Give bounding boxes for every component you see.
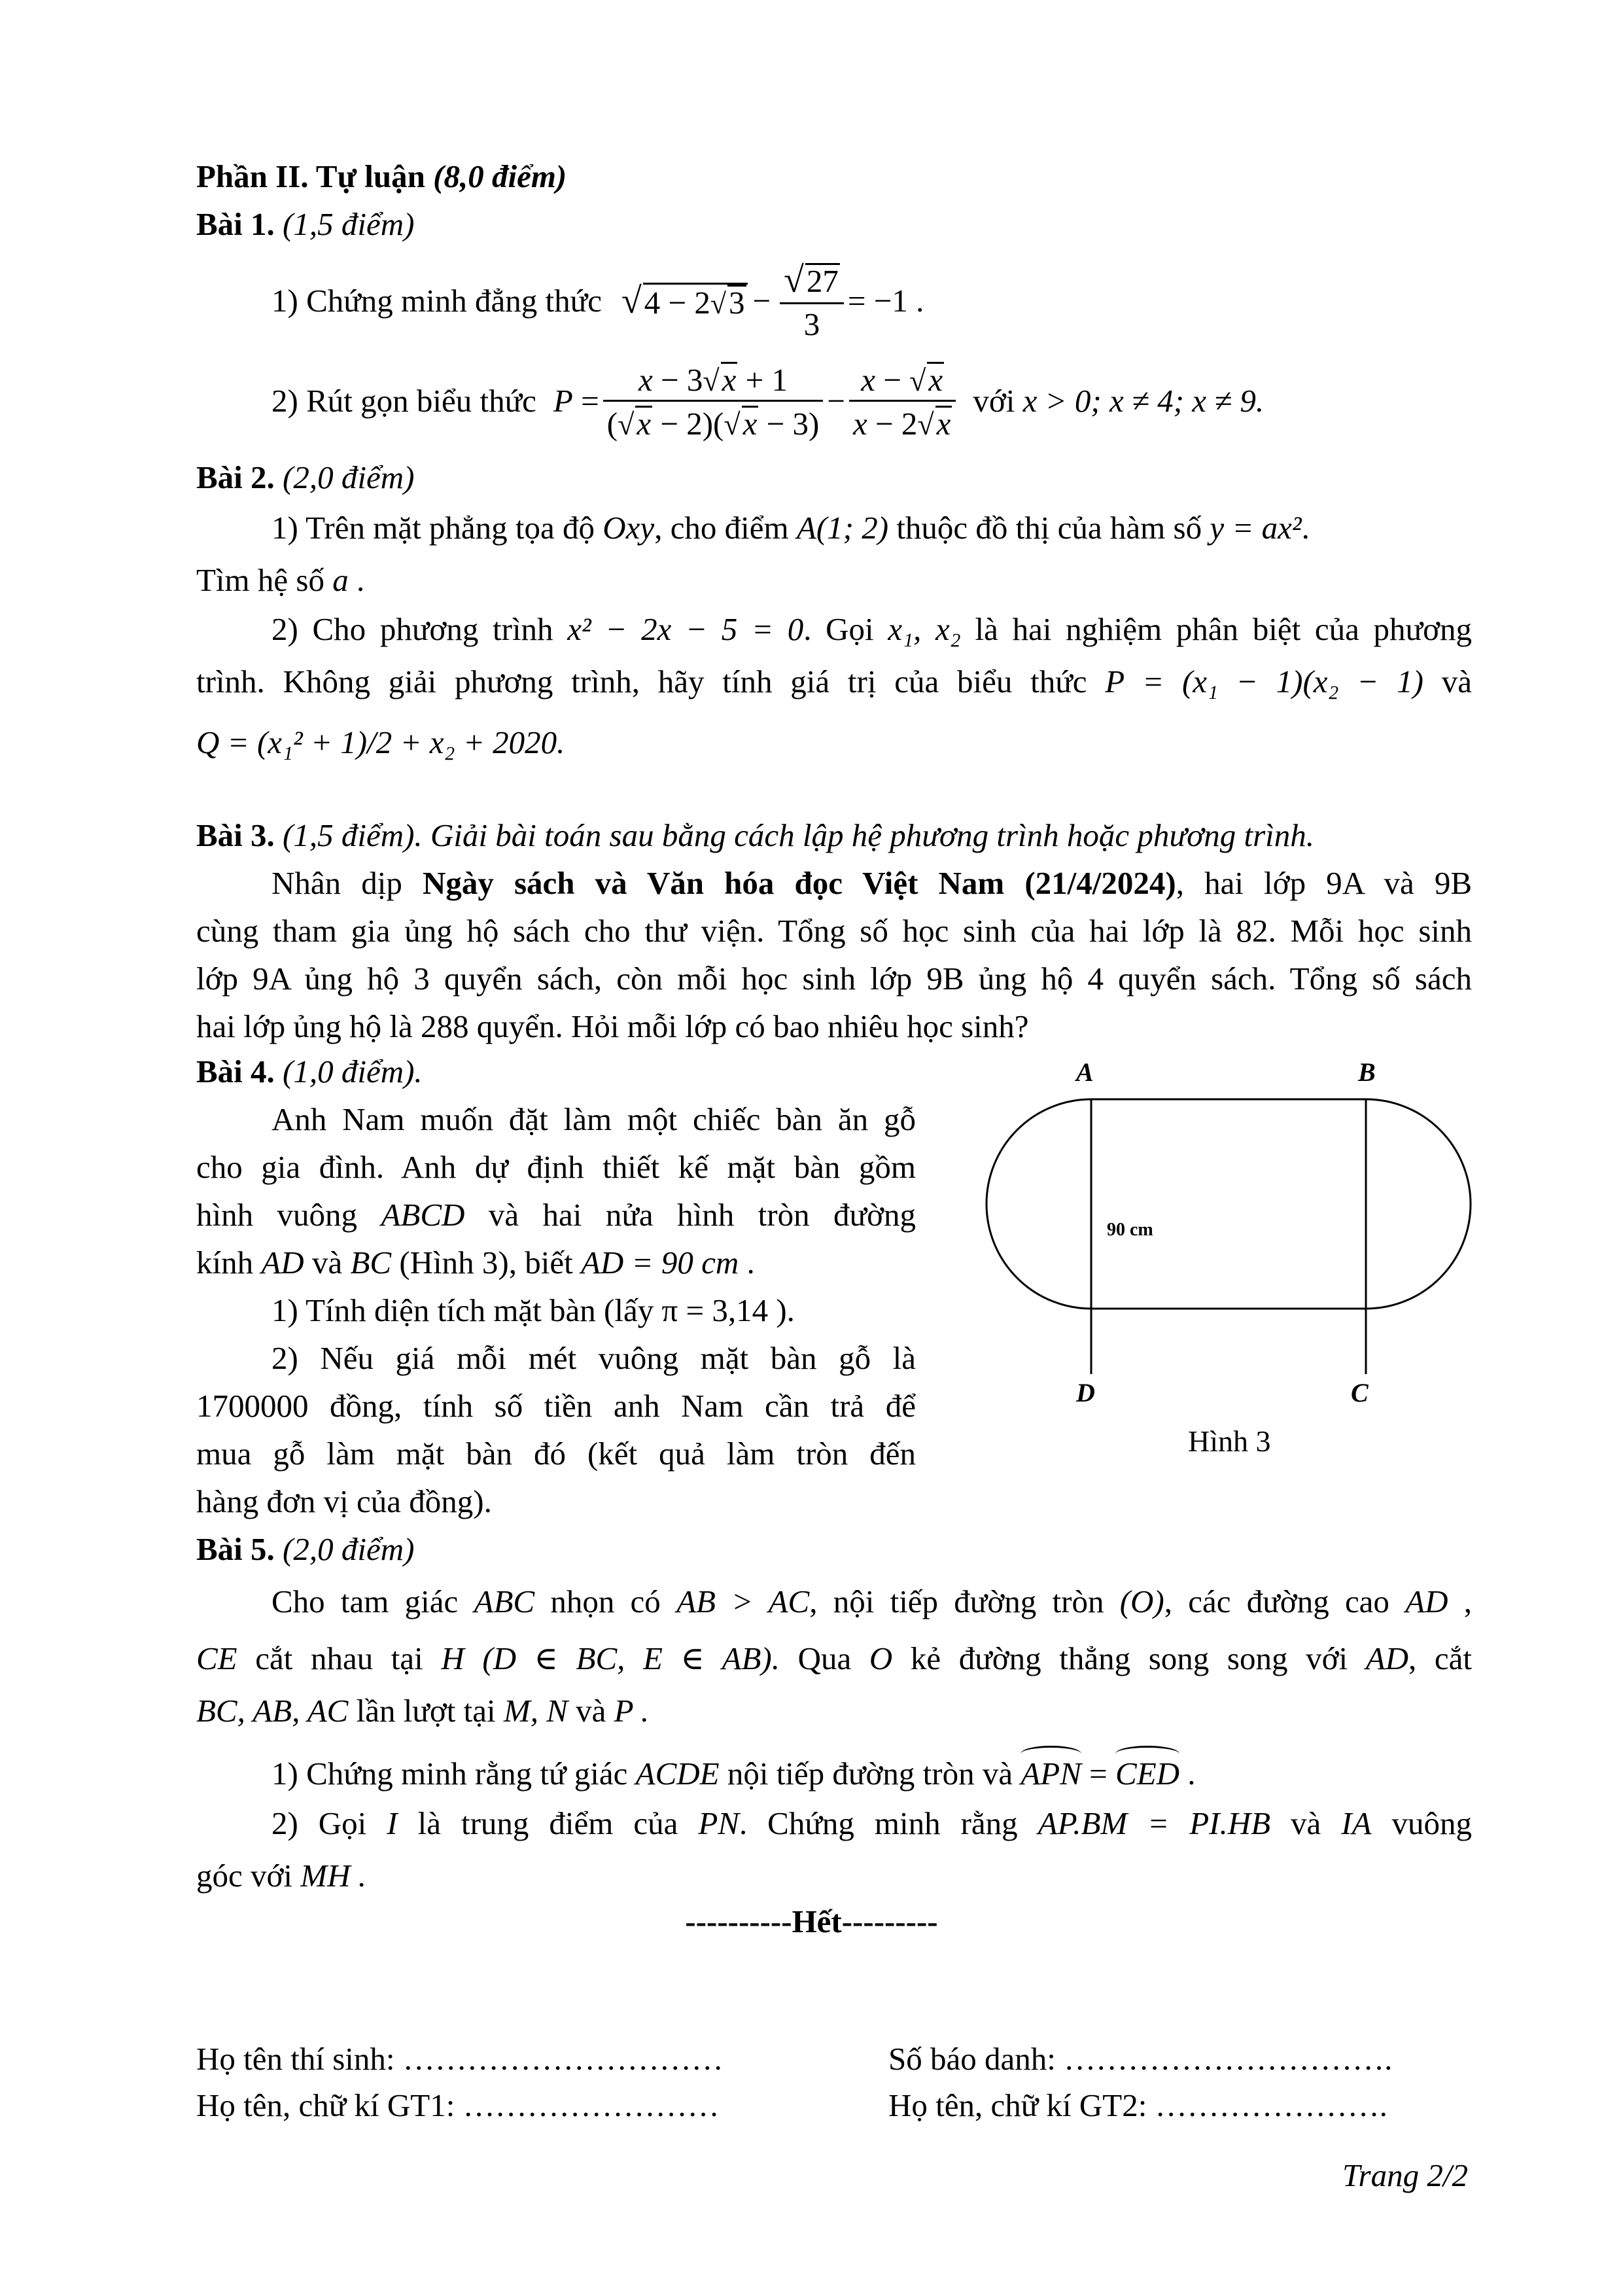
bai2-label: Bài 2. [196,459,275,495]
bai2-q2-text-b: . Gọi [803,611,874,647]
bai2-q1-a: a [332,562,349,598]
bai2-heading [196,461,414,493]
dimension-label: 90 cm [1107,1220,1153,1240]
bai5-line3 [196,1695,649,1727]
bai5-line1: Cho tam giác ABC nhọn có AB > AC, nội tiếp đường tròn (O), các đường cao AD , [271,1583,1473,1619]
bai1-q1-text: 1) Chứng minh đẳng thức [271,283,602,319]
figure-caption: Hình 3 [1188,1424,1271,1458]
bai5-l3-mn: M, N [503,1693,568,1729]
bai3-instruction: Giải bài toán sau bằng cách lập hệ phương trình hoặc phương trình. [430,817,1315,853]
bai2-q2-text-c: là hai nghiệm phân biệt của phương [975,611,1473,647]
bai1-points: (1,5 điểm) [283,206,415,242]
bai2-q1-line2: Tìm hệ số a . [196,562,365,598]
bai5-q2-d: và [1291,1805,1321,1841]
bai5-q2-line2 [196,1860,366,1892]
bai5-l1-c: , nội tiếp đường tròn [809,1583,1104,1619]
end-mark: ----------Hết--------- [685,1903,938,1939]
bai3-text-b: , hai lớp 9A và 9B [1176,865,1473,901]
bai3-heading [196,819,1314,851]
bai3-points: (1,5 điểm). [283,817,423,853]
bai3-text-a: Nhân dịp [271,865,402,901]
bai4-p3-b: và hai nửa hình tròn đường [488,1197,916,1233]
bai5-l1-abc: ABC [474,1583,535,1619]
bai5-q2-ia: IA [1341,1805,1372,1841]
bai2-q2-text-d: trình. Không giải phương trình, hãy tính giá trị của biểu thức [196,663,1087,699]
label-d: D [1076,1378,1095,1407]
bai5-q1-b: nội tiếp đường tròn và [727,1756,1013,1792]
bai5-q1-a: 1) Chứng minh rằng tứ giác [271,1756,628,1792]
bai5-l2-d: , cắt [1408,1640,1473,1676]
examiner1-field: Họ tên, chữ kí GT1: …………………… [196,2087,720,2123]
bai5-q2-f: góc với [196,1858,293,1894]
bai4-q2-line1: 2) Nếu giá mỗi mét vuông mặt bàn gỗ là [271,1340,916,1376]
bai5-q1-c: . [1187,1756,1196,1792]
page-number: Trang 2/2 [1342,2157,1468,2193]
bai4-p3-a: hình vuông [196,1197,358,1233]
bai2-q1-line1: 1) Trên mặt phẳng tọa độ Oxy, cho điểm A(1; 2) thuộc đồ thị của hàm số y = ax². [271,510,1310,546]
bai5-l2-h: H (D ∈ BC, E ∈ AB). [441,1640,780,1676]
bai2-q1-mid: , cho điểm [654,510,789,546]
bai2-q2-line2 [196,665,1472,698]
bai2-q1-func: y = ax² [1210,510,1302,546]
bai5-l1-d: , các đường cao [1164,1583,1389,1619]
bai4-p-line4: kính AD và BC (Hình 3), biết AD = 90 cm . [196,1245,755,1280]
bai2-q2-line1 [196,613,1472,645]
table-top-figure [942,1060,1492,1466]
bai5-heading [196,1533,414,1565]
bai5-q2-pn: PN [698,1805,739,1841]
bai4-q2-line4: hàng đơn vị của đồng). [196,1483,492,1519]
bai2-q1-oxy: Oxy [602,510,655,546]
bai2-q1-text: 1) Trên mặt phẳng tọa độ [271,510,595,546]
bai5-l3-p: P . [614,1693,650,1729]
part-title: Phần II. Tự luận [196,158,425,194]
bai5-q2-e: vuông [1391,1805,1472,1841]
bai5-l2-ce: CE [196,1640,237,1676]
bai5-q2-eq: AP.BM = PI.HB [1038,1805,1271,1841]
bai4-q2-line3: mua gỗ làm mặt bàn đó (kết quả làm tròn đến [196,1436,916,1472]
bai5-l3-b: và [576,1693,606,1729]
bai2-q2-Q: Q = (x₁² + 1)/2 + x₂ + 2020. [196,724,565,760]
bai4-q1: 1) Tính diện tích mặt bàn (lấy π = 3,14 ). [271,1292,795,1328]
bai4-p4-c: (Hình 3), biết [399,1245,573,1280]
bai4-p4-eq: AD = 90 cm [580,1245,739,1280]
bai4-p4-a: kính [196,1245,254,1280]
label-c: C [1351,1378,1369,1407]
bai3-line1 [196,867,1472,899]
bai2-q2-P: P = (x₁ − 1)(x₂ − 1) [1105,663,1423,699]
bai5-q1-eq: = [1089,1756,1108,1792]
bai5-q1-arc2: CED [1115,1756,1180,1792]
bai5-l3-a: lần lượt tại [356,1693,496,1729]
label-b: B [1358,1060,1376,1087]
bai3-label: Bài 3. [196,817,275,853]
bai5-label: Bài 5. [196,1531,275,1567]
bai5-l1-circle: (O) [1119,1583,1164,1619]
part-points: (8,0 điểm) [433,158,567,194]
bai2-q2-equation: x² − 2x − 5 = 0 [567,611,804,647]
bai5-l1-ad: AD [1405,1583,1448,1619]
bai5-l2-b: Qua [797,1640,852,1676]
bai5-l2-o: O [869,1640,893,1676]
bai5-q2-b: là trung điểm của [417,1805,678,1841]
bai4-p4-bc: BC [350,1245,392,1280]
bai5-l2-c: kẻ đường thẳng song song với [910,1640,1348,1676]
bai5-q2-i: I [387,1805,398,1841]
candidate-number-field: Số báo danh: …………………………. [888,2041,1393,2077]
bai1-q1-formula: √ 4 − 2√3 − $\frac{√27}{3}$ = −1 . [621,259,924,342]
bai5-line2 [196,1642,1472,1674]
bai4-points: (1,0 điểm). [283,1053,423,1089]
bai5-l2-a: cắt nhau tại [255,1640,423,1676]
bai1-q2-formula: P = $\frac{x - 3√x + 1}{(√x - 2)(√x - 3)}$ − $\frac{x - √x}{x - 2√x}$ [553,362,960,440]
bai5-q2-a: 2) Gọi [271,1805,367,1841]
bai1-q1 [271,256,924,345]
bai1-q2: 2) Rút gọn biểu thức P = $\frac{x - 3√x + 1}{(√x - 2)(√x - 3)}$ − $\frac{x - √x}{x - 2√x}$ với x > 0; x ≠ 4; x ≠ 9. [271,362,1265,442]
bai5-points: (2,0 điểm) [283,1531,415,1567]
bai2-q2-line3 [196,726,565,758]
bai5-q2-c: . Chứng minh rằng [739,1805,1018,1841]
bai3-line2: cùng tham gia ủng hộ sách cho thư viện. Tổng số học sinh của hai lớp là 82. Mỗi học sinh [196,913,1472,949]
part-heading [196,160,567,192]
bai5-l2-ad: AD [1365,1640,1409,1676]
bai1-heading [196,208,414,240]
bai3-bold-event: Ngày sách và Văn hóa đọc Việt Nam (21/4/2024) [422,865,1176,901]
bai4-p4-b: và [311,1245,343,1280]
bai5-l3-seg: BC, AB, AC [196,1693,349,1729]
bai2-q1-mid2: thuộc đồ thị của hàm số [896,510,1202,546]
bai2-q1-find: Tìm hệ số [196,562,324,598]
bai5-q2-line1 [196,1807,1472,1839]
bai2-q1-point: A(1; 2) [796,510,889,546]
bai4-p-line2: cho gia đình. Anh dự định thiết kế mặt bàn gồm [196,1149,916,1185]
candidate-name-field: Họ tên thí sinh: ………………………… [196,2041,724,2077]
bai2-q2-roots: x₁, x₂ [888,611,961,647]
bai4-p-line3 [196,1199,916,1231]
bai5-l1-a: Cho tam giác [271,1583,459,1619]
bai4-label: Bài 4. [196,1053,275,1089]
bai4-heading [196,1055,423,1087]
bai5-q1 [271,1755,1196,1790]
bai5-q2-mh: MH . [300,1858,366,1894]
bai1-q2-condition: x > 0; x ≠ 4; x ≠ 9. [1022,383,1265,419]
bai5-q1-arc1: APN [1021,1756,1081,1792]
bai4-p-line1: Anh Nam muốn đặt làm một chiếc bàn ăn gỗ [271,1101,916,1137]
bai2-q2-text-a: 2) Cho phương trình [271,611,553,647]
table-outline [986,1099,1471,1309]
bai4-q2-line2: 1700000 đồng, tính số tiền anh Nam cần trả để [196,1388,916,1424]
bai2-points: (2,0 điểm) [283,459,415,495]
examiner2-field: Họ tên, chữ kí GT2: …………………. [888,2087,1387,2123]
bai4-p4-ad: AD [261,1245,304,1280]
bai1-label: Bài 1. [196,206,275,242]
bai3-line3: lớp 9A ủng hộ 3 quyển sách, còn mỗi học sinh lớp 9B ủng hộ 4 quyển sách. Tổng số sách [196,961,1472,997]
bai5-q1-acde: ACDE [635,1756,720,1792]
bai4-p3-abcd: ABCD [381,1197,465,1233]
bai5-l1-cond: AB > AC [676,1583,810,1619]
bai1-q2-text: 2) Rút gọn biểu thức [271,383,536,419]
bai5-l1-b: nhọn có [550,1583,661,1619]
bai2-q2-and: và [1441,663,1473,699]
bai3-line4: hai lớp ủng hộ là 288 quyển. Hỏi mỗi lớp có bao nhiêu học sinh? [196,1008,1029,1044]
label-a: A [1076,1060,1094,1087]
